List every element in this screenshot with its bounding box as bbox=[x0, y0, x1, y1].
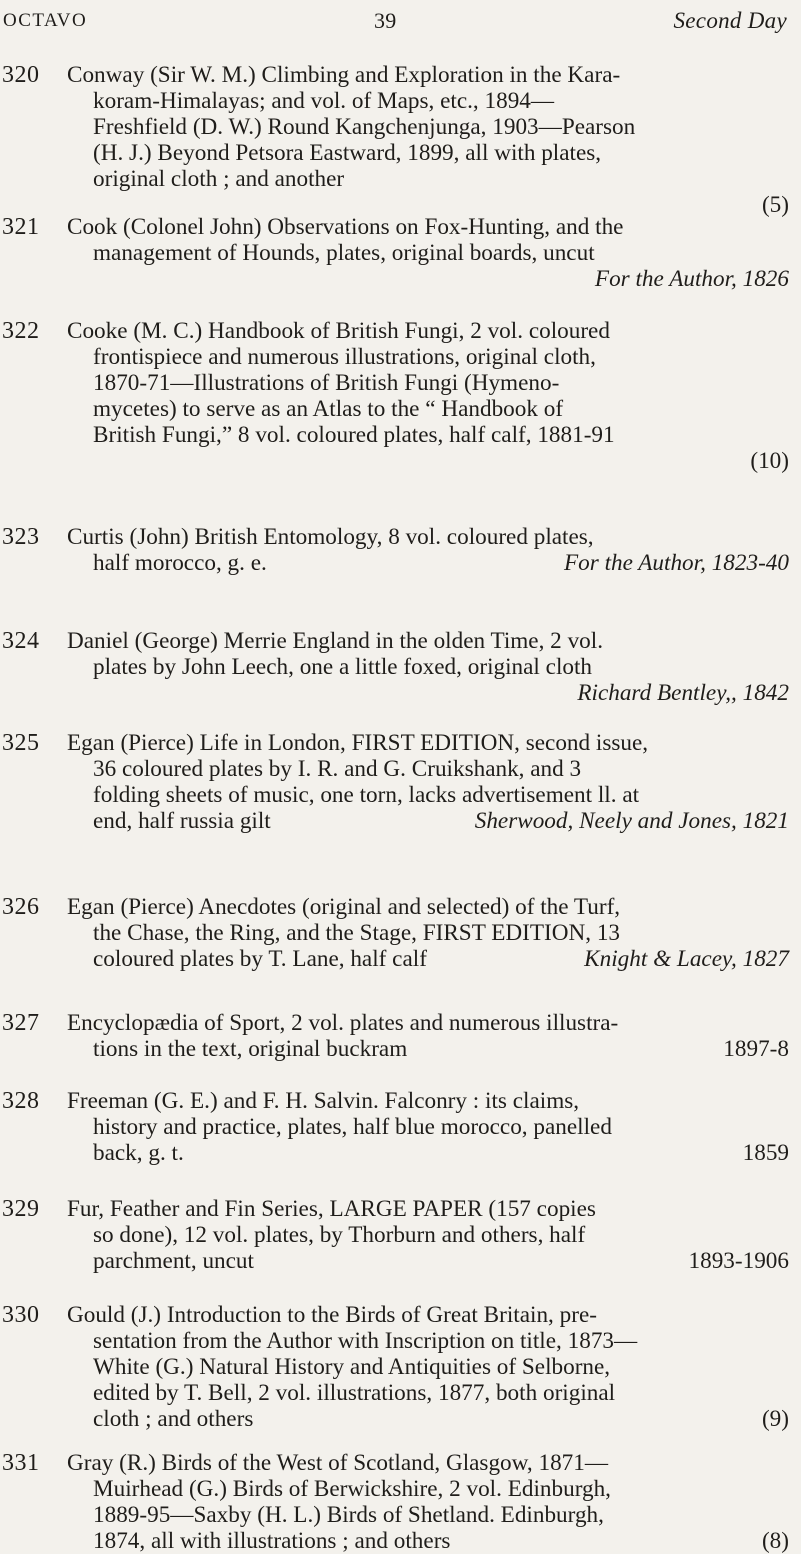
lot-description-line: 36 coloured plates by I. R. and G. Cruikshank, and 3 bbox=[93, 756, 582, 782]
lot-description-line-text: back, g. t. bbox=[93, 1140, 184, 1166]
header-sale-day: Second Day bbox=[673, 8, 787, 33]
lot-description-line-text: parchment, uncut bbox=[93, 1248, 254, 1274]
lot-description-line: 1870-71—Illustrations of British Fungi (Hymeno- bbox=[93, 370, 560, 396]
lot-description bbox=[67, 730, 789, 834]
lot-imprint: (5) bbox=[761, 192, 789, 218]
lot-imprint: 1897-8 bbox=[723, 1036, 789, 1062]
lot-number: 328 bbox=[2, 1088, 40, 1114]
lot-description bbox=[67, 524, 789, 576]
lot-number: 326 bbox=[2, 894, 40, 920]
lot-imprint: Richard Bentley,, 1842 bbox=[577, 680, 789, 706]
lot-number: 331 bbox=[2, 1450, 40, 1476]
lot-imprint: 1859 bbox=[742, 1140, 789, 1166]
lot-description-line bbox=[67, 550, 789, 576]
lot-description-line bbox=[67, 1406, 789, 1432]
lot-description-line: Cooke (M. C.) Handbook of British Fungi, 2 vol. coloured bbox=[67, 318, 610, 344]
lot-imprint: (9) bbox=[761, 1406, 789, 1432]
lot-entry bbox=[0, 62, 801, 218]
lot-description-line: frontispiece and numerous illustrations, original cloth, bbox=[93, 344, 596, 370]
lot-description-line: koram-Himalayas; and vol. of Maps, etc., 1894— bbox=[93, 88, 555, 114]
lot-description-line bbox=[67, 1036, 789, 1062]
lot-description-line-text: coloured plates by T. Lane, half calf bbox=[93, 946, 427, 972]
lot-entry bbox=[0, 1010, 801, 1062]
lot-description-line: 1889-95—Saxby (H. L.) Birds of Shetland. Edinburgh, bbox=[93, 1502, 604, 1528]
lot-description bbox=[67, 1196, 789, 1274]
lot-description-line: Egan (Pierce) Life in London, FIRST EDITION, second issue, bbox=[67, 730, 649, 756]
lot-description bbox=[67, 628, 789, 706]
lot-entry bbox=[0, 628, 801, 706]
lot-description-line: Muirhead (G.) Birds of Berwickshire, 2 vol. Edinburgh, bbox=[93, 1476, 611, 1502]
lot-description-line-text: 1874, all with illustrations ; and others bbox=[93, 1528, 451, 1554]
lot-description-line: (H. J.) Beyond Petsora Eastward, 1899, all with plates, bbox=[93, 140, 602, 166]
lot-description-line: Conway (Sir W. M.) Climbing and Exploration in the Kara- bbox=[67, 62, 621, 88]
lot-description-line bbox=[67, 946, 789, 972]
lot-entry bbox=[0, 894, 801, 972]
lot-imprint: For the Author, 1826 bbox=[594, 266, 789, 292]
lot-entry bbox=[0, 524, 801, 576]
lot-number: 323 bbox=[2, 524, 40, 550]
lot-description bbox=[67, 1088, 789, 1166]
lot-description-line: mycetes) to serve as an Atlas to the “ Handbook of bbox=[93, 396, 564, 422]
lot-description-line: sentation from the Author with Inscription on title, 1873— bbox=[93, 1328, 638, 1354]
lot-description bbox=[67, 1010, 789, 1062]
lot-description-line: Freshfield (D. W.) Round Kangchenjunga, 1903—Pearson bbox=[93, 114, 636, 140]
lot-number: 329 bbox=[2, 1196, 40, 1222]
lot-entry bbox=[0, 318, 801, 474]
lot-description-line-text: end, half russia gilt bbox=[93, 808, 271, 834]
lot-description-line-text: half morocco, g. e. bbox=[93, 550, 267, 576]
lot-entry bbox=[0, 1450, 801, 1554]
lot-imprint: (10) bbox=[750, 448, 789, 474]
lot-description-line: Cook (Colonel John) Observations on Fox-Hunting, and the bbox=[67, 214, 624, 240]
lot-entry bbox=[0, 1302, 801, 1432]
lot-description-line: plates by John Leech, one a little foxed, original cloth bbox=[93, 654, 593, 680]
header-format: OCTAVO bbox=[3, 10, 88, 31]
lot-description-line: Curtis (John) British Entomology, 8 vol. coloured plates, bbox=[67, 524, 594, 550]
lot-imprint: (8) bbox=[761, 1528, 789, 1554]
lot-description bbox=[67, 318, 789, 474]
lot-number: 320 bbox=[2, 62, 40, 88]
lot-description-line: White (G.) Natural History and Antiquities of Selborne, bbox=[93, 1354, 611, 1380]
lot-description-line-text: cloth ; and others bbox=[93, 1406, 254, 1432]
lot-description-line: British Fungi,” 8 vol. coloured plates, half calf, 1881-91 bbox=[93, 422, 615, 448]
page-number: 39 bbox=[374, 8, 397, 33]
lot-number: 324 bbox=[2, 628, 40, 654]
lot-description-line: Gray (R.) Birds of the West of Scotland, Glasgow, 1871— bbox=[67, 1450, 609, 1476]
lot-description bbox=[67, 1450, 789, 1554]
lot-description-line: edited by T. Bell, 2 vol. illustrations, 1877, both original bbox=[93, 1380, 616, 1406]
lot-description-line: Freeman (G. E.) and F. H. Salvin. Falconry : its claims, bbox=[67, 1088, 580, 1114]
lot-description-line: folding sheets of music, one torn, lacks advertisement ll. at bbox=[93, 782, 640, 808]
lot-imprint: For the Author, 1823-40 bbox=[563, 550, 789, 576]
lot-description-line: so done), 12 vol. plates, by Thorburn and others, half bbox=[93, 1222, 586, 1248]
lot-number: 321 bbox=[2, 214, 40, 240]
lot-description-line bbox=[67, 1140, 789, 1166]
lot-imprint: 1893-1906 bbox=[688, 1248, 789, 1274]
lot-description-line: original cloth ; and another bbox=[93, 166, 345, 192]
lot-number: 325 bbox=[2, 730, 40, 756]
lot-entry bbox=[0, 214, 801, 292]
lot-description bbox=[67, 1302, 789, 1432]
lot-description-line bbox=[67, 1248, 789, 1274]
lot-imprint: Sherwood, Neely and Jones, 1821 bbox=[474, 808, 789, 834]
lot-description-line bbox=[67, 1528, 789, 1554]
lot-number: 322 bbox=[2, 318, 40, 344]
lot-description-line: Egan (Pierce) Anecdotes (original and selected) of the Turf, bbox=[67, 894, 621, 920]
lot-description-line: Fur, Feather and Fin Series, LARGE PAPER (157 copies bbox=[67, 1196, 596, 1222]
lot-imprint: Knight & Lacey, 1827 bbox=[584, 946, 789, 972]
lot-description bbox=[67, 214, 789, 292]
lot-description-line-text: tions in the text, original buckram bbox=[93, 1036, 408, 1062]
lot-entry bbox=[0, 1088, 801, 1166]
lot-description-line: Gould (J.) Introduction to the Birds of Great Britain, pre- bbox=[67, 1302, 597, 1328]
lot-description-line: history and practice, plates, half blue morocco, panelled bbox=[93, 1114, 612, 1140]
lot-description-line: the Chase, the Ring, and the Stage, FIRST EDITION, 13 bbox=[93, 920, 621, 946]
page-header bbox=[0, 6, 801, 46]
lot-description-line: management of Hounds, plates, original boards, uncut bbox=[93, 240, 595, 266]
lot-description bbox=[67, 62, 789, 218]
lot-description-line: Encyclopædia of Sport, 2 vol. plates and numerous illustra- bbox=[67, 1010, 619, 1036]
lot-description-line: Daniel (George) Merrie England in the olden Time, 2 vol. bbox=[67, 628, 603, 654]
lot-entry bbox=[0, 730, 801, 834]
lot-description bbox=[67, 894, 789, 972]
lot-number: 330 bbox=[2, 1302, 40, 1328]
lot-entry bbox=[0, 1196, 801, 1274]
lot-number: 327 bbox=[2, 1010, 40, 1036]
lot-description-line bbox=[67, 808, 789, 834]
